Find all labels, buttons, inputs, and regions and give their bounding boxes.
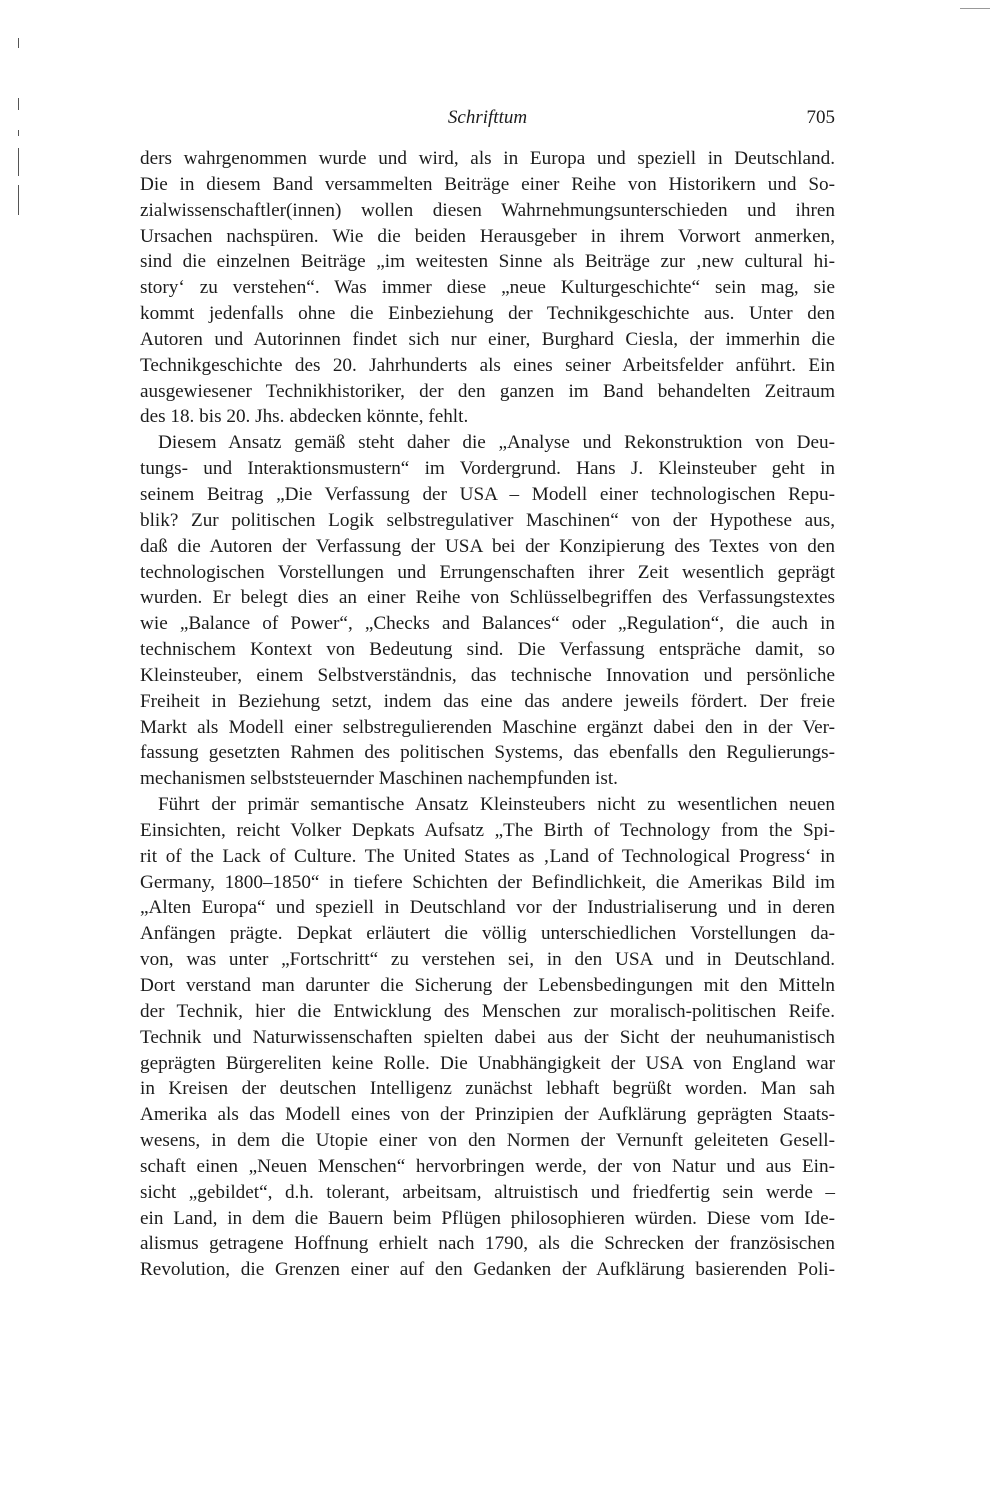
text-line: Technikgeschichte des 20. Jahrhunderts als eines seiner Arbeitsfelder anführt. Ein	[140, 354, 835, 376]
text-line: Germany, 1800–1850“ in tiefere Schichten der Befindlichkeit, die Amerikas Bild im	[140, 871, 835, 893]
scan-margin-mark	[18, 38, 19, 48]
text-line: ders wahrgenommen wurde und wird, als in Europa und speziell in Deutschland.	[140, 148, 835, 169]
text-line: technologischen Vorstellungen und Errungenschaften ihrer Zeit wesentlich geprägt	[140, 561, 835, 583]
text-line: wie „Balance of Power“, „Checks and Balances“ oder „Regulation“, die auch in	[140, 613, 835, 635]
text-line: Anfängen prägte. Depkat erläutert die völlig unterschiedlichen Vorstellungen da-	[140, 923, 835, 945]
text-line: wesens, in dem die Utopie einer von den Normen der Vernunft geleiteten Gesell-	[140, 1130, 835, 1152]
text-line: wurden. Er belegt dies an einer Reihe von Schlüsselbegriffen des Verfassungstextes	[140, 587, 835, 609]
paragraph	[140, 792, 835, 1283]
text-line: Führt der primär semantische Ansatz Kleinsteubers nicht zu wesentlichen neuen	[158, 794, 835, 816]
text-line: schaft einen „Neuen Menschen“ hervorbringen werde, der von Natur und aus Ein-	[140, 1155, 835, 1177]
text-line: zialwissenschaftler(innen) wollen diesen Wahrnehmungsunterschieden und ihren	[140, 199, 835, 221]
text-line: alismus getragene Hoffnung erhielt nach 1790, als die Schrecken der französischen	[140, 1233, 835, 1255]
text-line: technischem Kontext von Bedeutung sind. Die Verfassung entspräche damit, so	[140, 639, 835, 661]
text-line: ausgewiesener Technikhistoriker, der den ganzen im Band behandelten Zeitraum	[140, 380, 835, 402]
scan-margin-mark	[18, 185, 19, 215]
text-line: Markt als Modell einer selbstregulierenden Maschine ergänzt dabei den in der Ver-	[140, 716, 835, 738]
page-number: 705	[806, 107, 835, 128]
text-line: Technik und Naturwissenschaften spielten dabei aus der Sicht der neuhumanistisch	[140, 1026, 835, 1048]
text-line: seinem Beitrag „Die Verfassung der USA – Modell einer technologischen Repu-	[140, 483, 835, 505]
scan-margin-mark	[18, 148, 19, 176]
text-line: Dort verstand man darunter die Sicherung der Lebensbedingungen mit den Mitteln	[140, 975, 835, 996]
scan-margin-mark	[18, 98, 19, 110]
text-line: „Alten Europa“ und speziell in Deutschland vor der Industrialiserung und in deren	[140, 897, 835, 919]
text-line: von, was unter „Fortschritt“ zu verstehen sei, in den USA und in Deutschland.	[140, 949, 835, 971]
running-title: Schrifttum	[447, 107, 528, 128]
text-line: sicht „gebildet“, d.h. tolerant, arbeitsam, altruistisch und friedfertig sein werde –	[140, 1181, 835, 1203]
text-line: fassung gesetzten Rahmen des politischen Systems, das ebenfalls den Regulierungs-	[140, 742, 835, 764]
text-line: ein Land, in dem die Bauern beim Pflügen philosophieren würden. Diese vom Ide-	[140, 1207, 835, 1229]
text-line: Amerika als das Modell eines von der Prinzipien der Aufklärung geprägten Staats-	[140, 1104, 835, 1126]
text-line: Diesem Ansatz gemäß steht daher die „Analyse und Rekonstruktion von Deu-	[158, 432, 835, 454]
text-line: blik? Zur politischen Logik selbstregulativer Maschinen“ von der Hypothese aus,	[140, 509, 835, 531]
text-line: tungs- und Interaktionsmustern“ im Vordergrund. Hans J. Kleinsteuber geht in	[140, 458, 835, 480]
text-line: Einsichten, reicht Volker Depkats Aufsatz „The Birth of Technology from the Spi-	[140, 819, 835, 841]
text-line: Freiheit in Beziehung setzt, indem das eine das andere jeweils fördert. Der freie	[140, 690, 835, 712]
text-line: Kleinsteuber, einem Selbstverständnis, das technische Innovation und persönliche	[140, 664, 835, 686]
paragraph	[140, 430, 835, 792]
text-line: rit of the Lack of Culture. The United States as ‚Land of Technological Progress‘ in	[140, 845, 835, 867]
text-line: Ursachen nachspüren. Wie die beiden Herausgeber in ihrem Vorwort anmerken,	[140, 225, 835, 247]
text-line: daß die Autoren der Verfassung der USA bei der Konzipierung des Textes von den	[140, 535, 835, 557]
text-line: Autoren und Autorinnen findet sich nur einer, Burghard Ciesla, der immerhin die	[140, 328, 835, 350]
text-line: des 18. bis 20. Jhs. abdecken könnte, fehlt.	[140, 406, 469, 428]
text-line: Revolution, die Grenzen einer auf den Gedanken der Aufklärung basierenden Poli-	[140, 1259, 835, 1281]
text-line: der Technik, hier die Entwicklung des Menschen zur moralisch-politischen Reife.	[140, 1000, 835, 1022]
running-head	[140, 103, 835, 133]
text-line: mechanismen selbststeuernder Maschinen nachempfunden ist.	[140, 768, 618, 790]
text-line: geprägten Bürgereliten keine Rolle. Die Unabhängigkeit der USA von England war	[140, 1052, 835, 1074]
text-line: in Kreisen der deutschen Intelligenz zunächst lebhaft begrüßt worden. Man sah	[140, 1078, 835, 1100]
scan-margin-mark	[18, 130, 19, 136]
body-text	[140, 146, 835, 1283]
paragraph	[140, 146, 835, 430]
scan-corner-mark	[960, 8, 990, 9]
text-line: story‘ zu verstehen“. Was immer diese „neue Kulturgeschichte“ sein mag, sie	[140, 277, 835, 299]
text-line: kommt jedenfalls ohne die Einbeziehung der Technikgeschichte aus. Unter den	[140, 303, 835, 325]
text-line: sind die einzelnen Beiträge „im weitesten Sinne als Beiträge zur ‚new cultural hi-	[140, 251, 835, 273]
text-line: Die in diesem Band versammelten Beiträge einer Reihe von Historikern und So-	[140, 173, 835, 195]
